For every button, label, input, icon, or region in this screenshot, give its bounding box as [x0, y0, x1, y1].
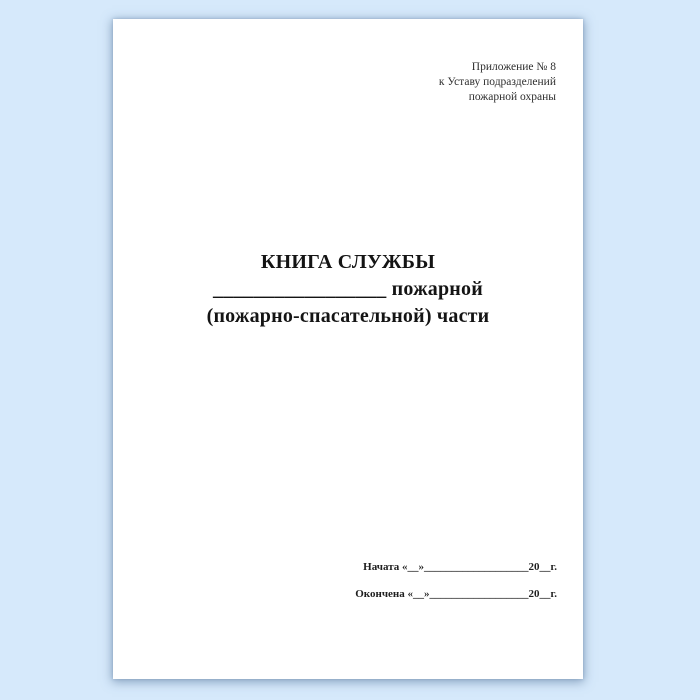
document-paper: [113, 19, 583, 679]
document-title-line-1: КНИГА СЛУЖБЫ: [260, 251, 436, 273]
end-date-line: Окончена «__»__________________20__г.: [355, 588, 557, 600]
appendix-note-line-1: Приложение № 8: [471, 61, 556, 73]
start-date-line: Начата «__»___________________20__г.: [363, 561, 557, 573]
document-title: [113, 249, 583, 330]
document-title-line-3: (пожарно-спасательной) части: [206, 305, 490, 327]
appendix-note-line-3: пожарной охраны: [468, 91, 556, 103]
date-fields: [355, 554, 557, 608]
appendix-note: [439, 60, 556, 105]
document-title-line-2: _________________ пожарной: [213, 278, 483, 300]
appendix-note-line-2: к Уставу подразделений: [438, 76, 556, 88]
